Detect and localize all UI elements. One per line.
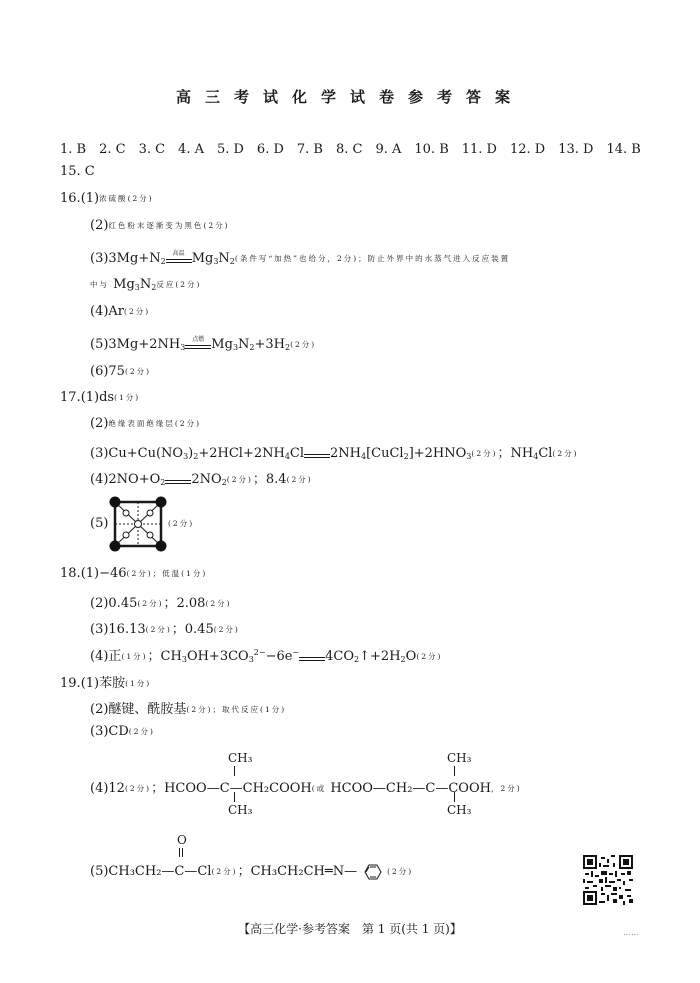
bond-line <box>454 792 455 802</box>
choice-answers-line1: 1. B 2. C 3. C 4. A 5. D 6. D 7. B 8. C 9. A 10. B 11. D 12. D 13. D 14. B <box>60 142 641 157</box>
q19-part1: 19.(1)苯胺(1分) <box>60 676 152 691</box>
methyl-top-2: CH₃ <box>447 751 472 765</box>
benzene-ring <box>357 861 387 883</box>
equals-sign <box>165 474 191 486</box>
q17-part4: $(4)2NO+O_2$ $2NO_2(2$分)；8.4(2分) <box>90 472 313 487</box>
condition-arrow: 点燃 <box>185 339 211 351</box>
choice-answers-line2: 15. C <box>60 164 95 179</box>
bond-line <box>234 792 235 802</box>
equals-sign <box>304 448 330 460</box>
q16-part4: (4)Ar(2分) <box>90 304 151 319</box>
q16-part3: $(3)3Mg+N_2$ 高温 $Mg_3N_2$(条件写“加热”也给分，2分)；防止外界中的水蒸气进入反应装置 <box>90 249 511 266</box>
q18-part2: (2)0.45(2分)；2.08(2分) <box>90 596 232 611</box>
methyl-bottom-1: CH₃ <box>228 803 253 817</box>
crystal-cell-diagram <box>107 494 169 554</box>
q16-part5: $(5)3Mg+2NH_3$ 点燃 $Mg_3N_2+3H_2(2$分) <box>90 335 317 352</box>
q16-part6: (6)75(2分) <box>90 364 152 379</box>
q19-part5: (5)CH₃CH₂—C—Cl(2分)；CH₃CH₂CH═N— (2分) <box>90 860 413 883</box>
q17-part5-label: (5) <box>90 516 109 531</box>
q17-part5-score: (2分) <box>168 519 195 528</box>
q19-part4: (4)12(2分)；HCOO—C—CH₂COOH(或 HCOO—CH₂—C—COOH，2分) <box>90 781 522 796</box>
q17-part1: 17.(1)ds(1分) <box>60 390 141 405</box>
q18-part3: (3)16.13(2分)；0.45(2分) <box>90 622 240 637</box>
q18-part4: (4)正(1分)；$CH_3OH+3CO_3^{2-}-6e^-$ $4CO_2↑+2H_2O(2$分) <box>90 648 443 664</box>
qr-code <box>583 855 633 905</box>
double-bond <box>179 848 180 857</box>
q18-part1: 18.(1)−46(2分)；低温(1分) <box>60 566 208 581</box>
bond-line <box>454 766 455 776</box>
q17-part3: $(3)Cu+Cu(NO_3)_2+2HCl+2NH_4Cl$ $2NH_4[CuCl_2]+2HNO_3(2$分)；$NH_4Cl(2$分) <box>90 446 579 461</box>
page-footer: 【高三化学·参考答案 第 1 页(共 1 页)】 <box>238 922 462 936</box>
q16-part2: (2)红色粉末逐渐变为黑色(2分) <box>90 218 230 233</box>
methyl-top-1: CH₃ <box>228 751 253 765</box>
q17-part2: (2)绝缘表面绝缘层(2分) <box>90 416 202 431</box>
page-title: 高三考试化学试卷参考答案 <box>175 88 524 106</box>
methyl-bottom-2: CH₃ <box>447 803 472 817</box>
double-bond <box>182 848 183 857</box>
bond-line <box>234 766 235 776</box>
q19-part3: (3)CD(2分) <box>90 724 155 739</box>
q16-part3-cont: 中与 $Mg_3N_2$反应(2分) <box>90 277 202 292</box>
carbonyl-oxygen: O <box>177 833 187 847</box>
q16-part1: 16.(1)浓硫酸(2分) <box>60 191 154 206</box>
q19-part2: (2)醚键、酰胺基(2分)；取代反应(1分) <box>90 702 287 717</box>
corner-mark: …… <box>623 928 639 937</box>
equals-sign <box>299 651 325 663</box>
condition-arrow: 高温 <box>166 253 192 265</box>
